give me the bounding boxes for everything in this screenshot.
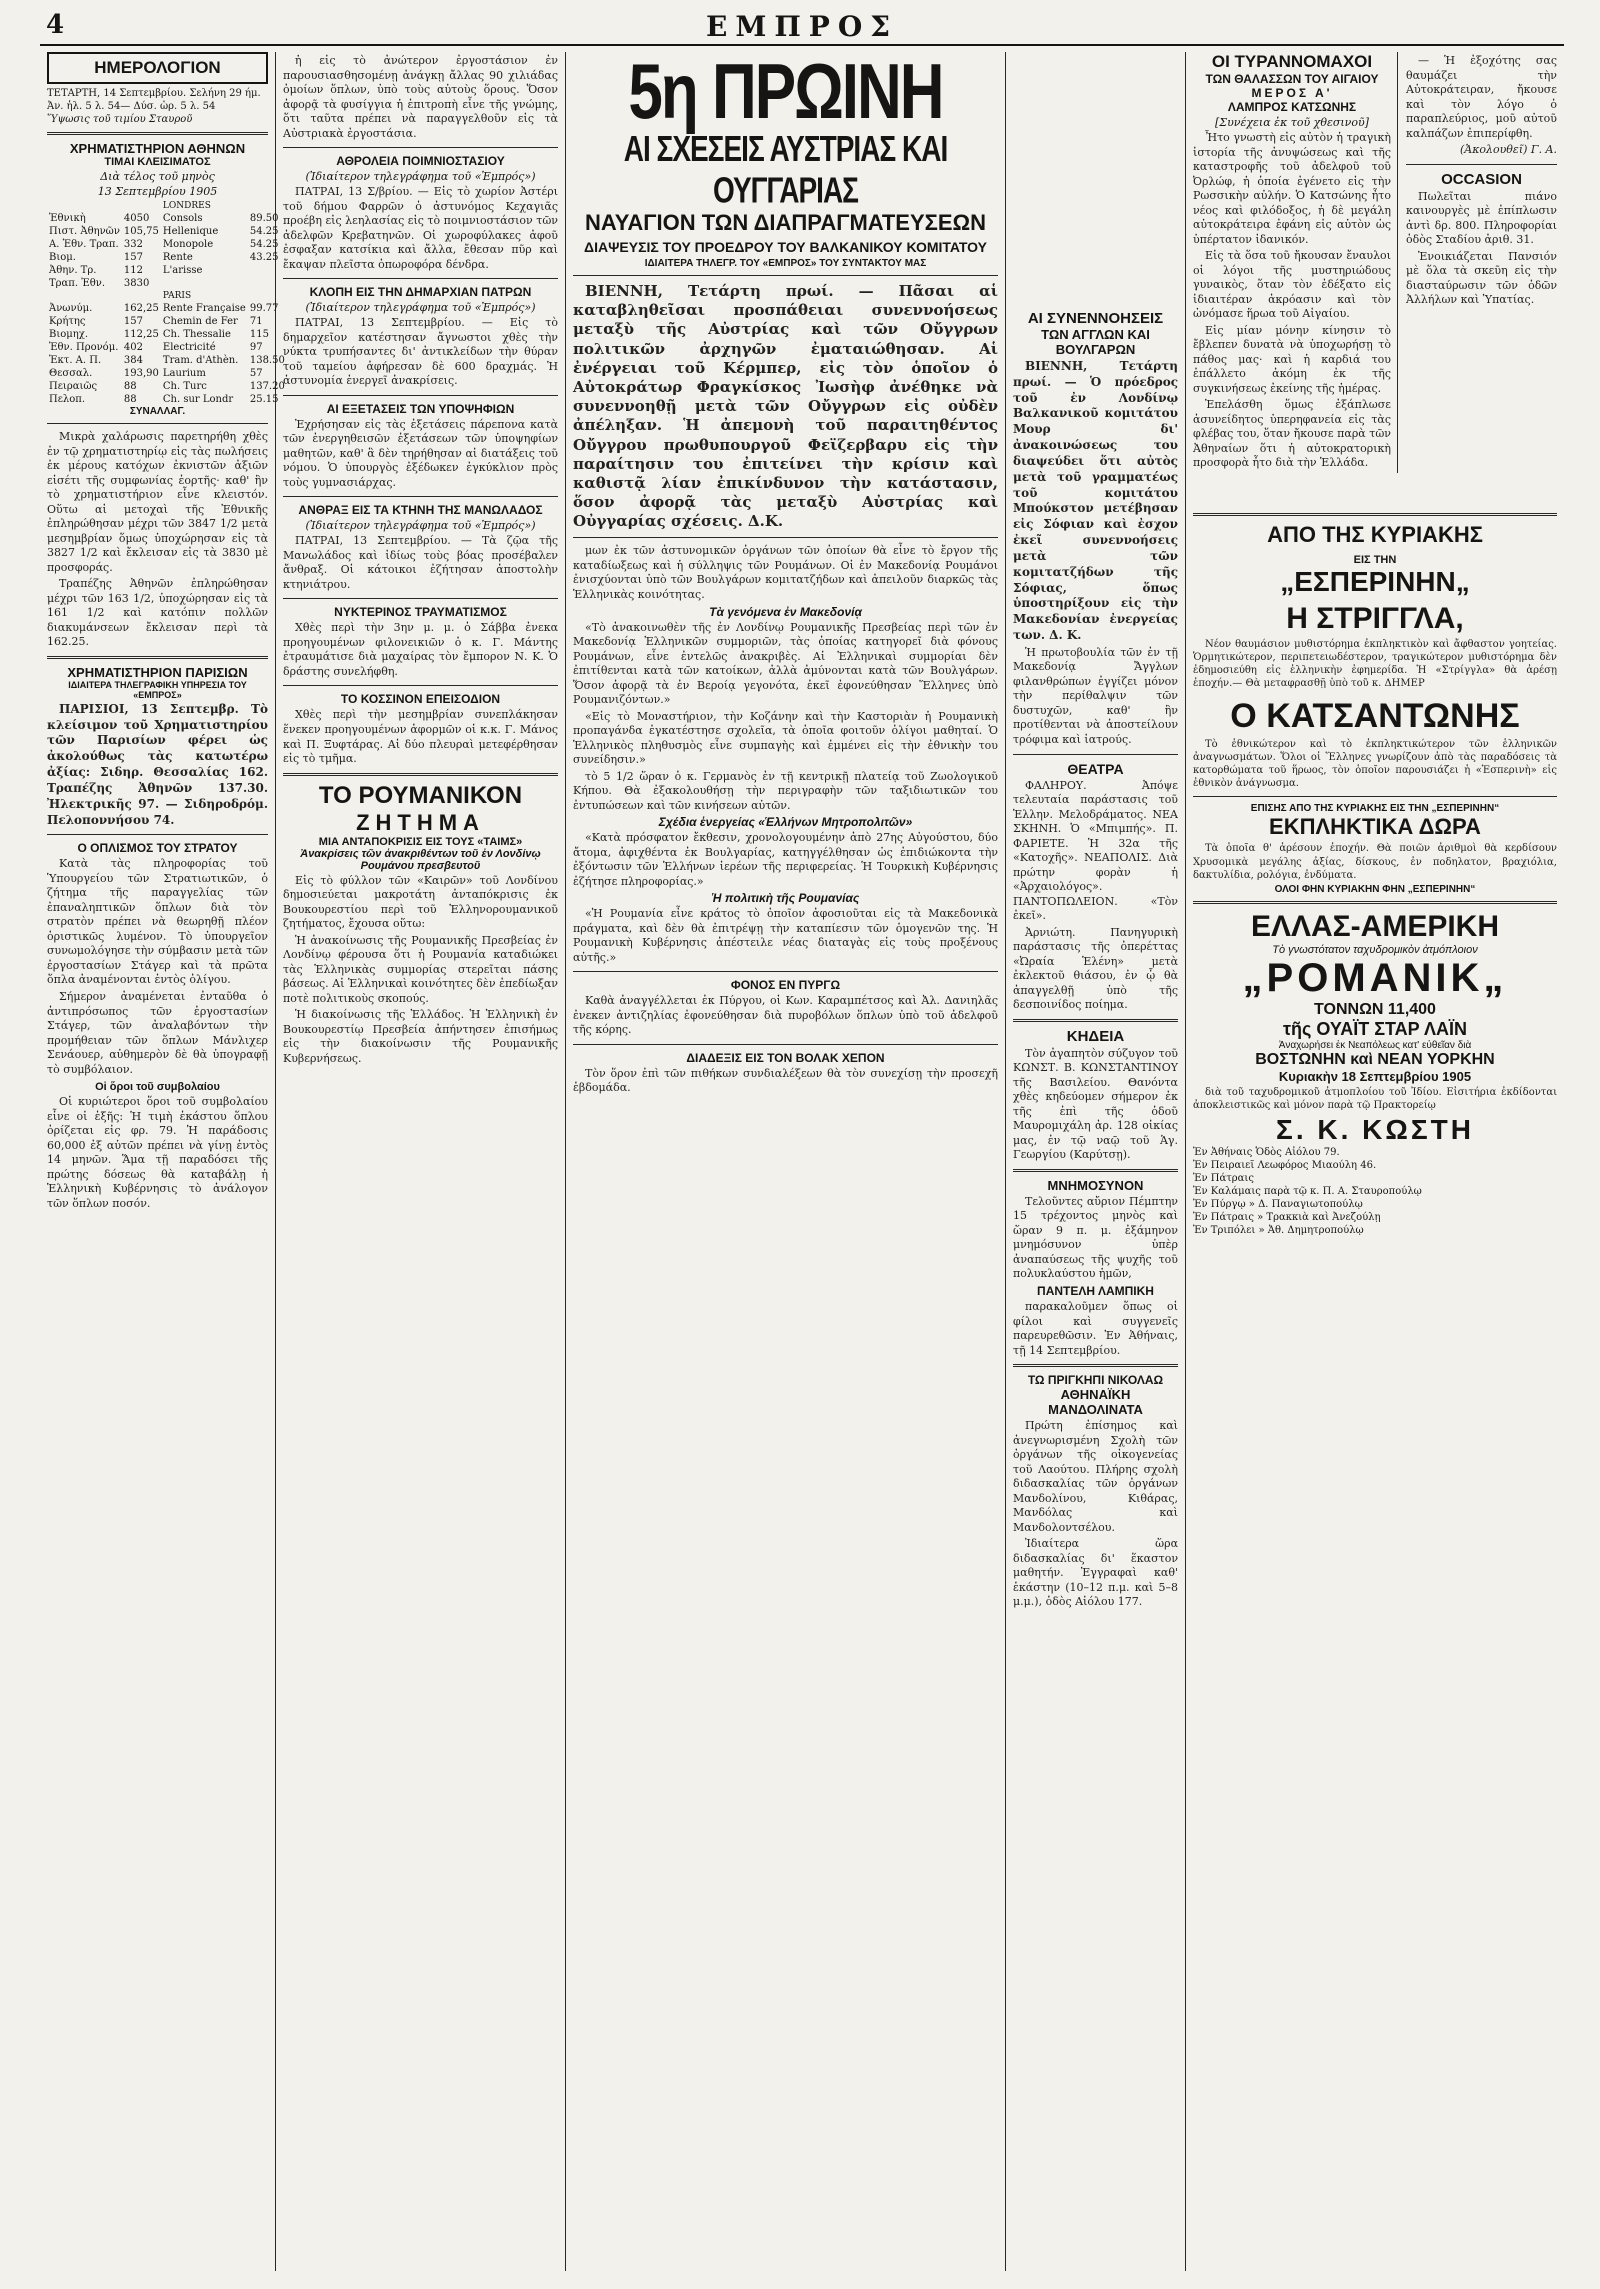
exchange-cell (161, 277, 248, 290)
romanian-title-2: ΖΗΤΗΜΑ (356, 809, 485, 835)
exchange-cell: Hellenique (162, 226, 219, 237)
exchange-title: ΧΡΗΜΑΤΙΣΤΗΡΙΟΝ ΑΘΗΝΩΝ (69, 141, 246, 156)
romanian-body-2: Ἡ ἀνακοίνωσις τῆς Ρουμανικῆς Πρεσβείας ἐν Λονδίνῳ φέρουσα ὅτι ἡ Ρουμανία καταδιώκει τὰς Ἑλληνικὰς συμμορίας στερεῖται πάσης βάσεως. Αἱ Ἑλληνικαὶ κοινότητες δὲν ἐπεδίωξαν ποτὲ πολιτικοὺς σκοπούς. (283, 933, 558, 1005)
exchange-cell: Ἀθην. Τρ. (49, 265, 97, 276)
page-number: 4 (46, 10, 65, 40)
paris-report: ΠΑΡΙΣΙΟΙ, 13 Σεπτεμβρ. Τὸ κλείσιμον τοῦ Χρηματιστηρίου τῶν Παρισίων φέρει ὡς ἀκολούθως τὰς κατωτέρω ἀξίας: Σιδηρ. Θεσσαλίας 162. Τραπέζης Ἀθηνῶν 137.30. Ἠλεκτρικῆς 97. — Σιδηροδρόμ. Πελοποννήσου 74. (47, 701, 268, 827)
lead-article: ΒΙΕΝΝΗ, Τετάρτη πρωί. — Πᾶσαι αἱ καταβληθεῖσαι προσπάθειαι συνεννοήσεως μεταξὺ τῆς Αὐστρίας καὶ τῶν Οὔγγρων πολιτικῶν ἀρχηγῶν ἐματαιώθησαν. Αἱ ἐνέργειαι τοῦ Κέρμπερ, εἰς τὸν ὁποῖον ὁ Αὐτοκράτωρ Φραγκίσκος Ἰωσὴφ ἀνέθηκε νὰ συνεννοηθῇ μετὰ τῶν Οὔγγρων εἰς οὐδὲν ἀπέληξαν. Ἡ ἀπεμονὴ τοῦ παραιτηθέντος Οὔγγρου πρωθυπουργοῦ Φεϊζερβαρυ εἰς τὴν παραίτησιν του ἐπιτείνει τὴν κρίσιν καὶ καθιστᾷ λίαν ἐπικίνδυνον τὴν κατάστασιν, ὅσον ἀφορᾷ τὰς μεταξὺ Αὐστρίας καὶ Οὐγγαρίας σχέσεις. Δ.Κ. (573, 282, 998, 531)
section-title: ΑΙ ΕΞΕΤΑΣΕΙΣ ΤΩΝ ΥΠΟΨΗΦΙΩΝ (326, 401, 515, 416)
main-headline: ΑΙ ΣΧΕΣΕΙΣ ΑΥΣΤΡΙΑΣ ΚΑΙ ΟΥΓΓΑΡΙΑΣ (623, 128, 948, 211)
section-body: Χθὲς περὶ τὴν 3ην μ. μ. ὁ Σάββα ἐνεκα προηγουμένων φιλονεικιῶν ὁ κ. Γ. Μάντης ἐτραυμάτισε διὰ μαχαίρας τὸν ἔμπορον Ν. Κ. Ὁ δράστης συνελήφθη. (283, 621, 558, 678)
column-4 (1006, 52, 1186, 2271)
exchange-row (47, 264, 287, 277)
calendar-lines (47, 87, 268, 126)
romanian-body: Εἰς τὸ φύλλον τῶν «Καιρῶν» τοῦ Λονδίνου δημοσιεύεται μακροτάτη ἀνταπόκρισις ἐκ Βουκουρεστίου περὶ τοῦ Ἑλληνορουμανικοῦ ζητήματος, ἔχουσα οὕτω: (283, 873, 558, 931)
exchange-cell: 89.50 (249, 213, 279, 224)
funeral-body: Τὸν ἀγαπητὸν σύζυγον τοῦ ΚΩΝΣΤ. Β. ΚΩΝΣΤΑΝΤΙΝΟΥ τῆς Βασιλείου. Θανόντα χθὲς κηδεύομεν σήμερον ἐκ τῆς ἐπὶ τῆς ὁδοῦ Μαυρομιχάλη ἀρ. 128 οἰκίας μας, ἐν τῷ ναῷ τοῦ Ἁγ. Γεωργίου (Καρύτσῃ). (1013, 1046, 1178, 1162)
exchange-row (47, 251, 287, 264)
serial-body-4: Ἐπελάσθη ὅμως ἐξάπλωσε ἀσυνείδητος ὑπερηφανεία εἰς τὰς φλέβας του, ὅταν ἤκουσε παρὰ τῶν Ἀθηναίων ὅτι ἡ αὐτοκρατορικὴ προσφορὰ ἦτο διὰ τὴν Ἑλλάδα. (1193, 398, 1391, 470)
synallagma-title: ΣΥΝΑΛΛΑΓ. (129, 406, 186, 417)
exchange-cell: Laurium (162, 368, 206, 379)
exchange-cell: Electricité (162, 342, 216, 353)
sunday-title: ΑΠΟ ΤΗΣ ΚΥΡΙΑΚΗΣ (1267, 521, 1483, 547)
paris-label: PARIS (162, 291, 192, 301)
exchange-report: Μικρὰ χαλάρωσις παρετηρήθη χθὲς ἐν τῷ χρηματιστηρίῳ εἰς τὰς πωλήσεις ἐκ μέρους κατόχων ἐκνιστῶν ἀξιῶν εἰσέτι τῆς συμφωνίας ἐορτῆς· καθ' ἣν τὸ χρηματιστήριον εἶνε κλειστόν. Οὕτω αἱ μετοχαὶ τῆς Ἐθνικῆς ἐπληρώθησαν μέχρι τῶν 3847 1/2 μετὰ μεσημβρίαν ὅμως ὑποχώρησαν εἰς τὰ 3827 1/2 καὶ ἔκλεισαν εἰς τὰ 3830 μὲ προσφοράς. (47, 430, 268, 574)
serial-body-3: Εἰς μίαν μόνην κίνησιν τὸ ἔβλεπεν δυνατὰ νὰ ὑποχωρήσῃ τὸ πάθος μας· καὶ ἡ καρδιά του ἐπάλλετο ἀκόμη ἐκ τῆς συγκινήσεως ἐκείνης τῆς ἡμέρας. (1193, 323, 1391, 395)
section-source: (Ἰδιαίτερον τηλεγράφημα τοῦ «Ἐμπρός») (305, 170, 536, 184)
memorial-name: ΠΑΝΤΕΛΗ ΛΑΜΠΙΚΗ (1037, 1283, 1154, 1298)
exchange-table (47, 200, 287, 406)
exchange-cell: Βιομ. (49, 252, 76, 263)
exchange-row (47, 302, 287, 315)
exchange-cell: 112 (123, 265, 143, 276)
murder-title: ΦΟΝΟΣ ΕΝ ΠΥΡΓΩ (730, 978, 841, 993)
exchange-cell: 157 (123, 316, 143, 327)
exchange-cell: Monopole (162, 239, 214, 250)
continued-text: ἡ εἰς τὸ ἀνώτερον ἐργοστάσιον ἐν παρουσιασθησομένῃ ἀνάγκῃ ἄλλας 90 χιλιάδας ὁμοίων ὅπλων, ὑπὸ τοὺς αὐτοὺς ὅρους. Ὅσον ἀφορᾷ τὰ φυσίγγια ἡ ἐπιτροπὴ εἶνε τῆς γνώμης, ὅτι ταῦτα πρέπει νὰ παραγγελθοῦν εἰς τὰ Αὐστριακὰ ἐργοστάσια. (283, 54, 558, 140)
ship-date: Κυριακὴν 18 Σεπτεμβρίου 1905 (1278, 1068, 1472, 1084)
exchange-row (47, 393, 287, 406)
exchange-cell: Tram. d'Athèn. (162, 355, 239, 366)
plans-body: «Κατὰ πρόσφατον ἔκθεσιν, χρονολογουμένην ἀπὸ 27ης Αὐγούστου, δύο ἄτομα, ἀφιχθέντα ἐκ Βουλγαρίας, κατηγγέλθησαν ὡς ἐπιδιώκοντα τὴν ἐξόντωσιν τῶν Ἑλλήνων ἱερέων τῆς περιφερείας. Ἡ Τουρκικὴ Κυβέρνησις ἐζήτησε πληροφορίας.» (573, 831, 998, 888)
agent-line: Ἐν Καλάμαις παρὰ τῷ κ. Π. Α. Σταυροπούλῳ (1193, 1186, 1422, 1198)
section-title: ΑΙ ΣΥΝΕΝΝΟΗΣΕΙΣ (1027, 310, 1164, 327)
music-title-2: ΑΘΗΝΑΪΚΗ ΜΑΝΔΟΛΙΝΑΤΑ (1048, 1387, 1143, 1418)
calendar-line: Ἀν. ἡλ. 5 λ. 54— Δύσ. ὡρ. 5 λ. 54 (47, 101, 216, 112)
ship-body: Ἀναχωρήσει ἐκ Νεαπόλεως κατ' εὐθεῖαν διὰ (1278, 1039, 1472, 1051)
ship-line: τῆς ΟΥΑΪΤ ΣΤΑΡ ΛΑΪΝ (1282, 1018, 1468, 1039)
exchange-row (47, 225, 287, 238)
exchange-row (47, 238, 287, 251)
exchange-cell: Ἐθν. Προνόμ. (49, 342, 119, 353)
exchange-cell: Τραπ. Ἐθν. (49, 278, 106, 289)
column-1 (40, 52, 285, 2271)
exchange-cell: 54.25 (249, 239, 279, 250)
column-5 (1186, 52, 1564, 2271)
article-body-right: τὸ 5 1/2 ὥραν ὁ κ. Γερμανὸς ἐν τῇ κεντρικῇ πλατείᾳ τοῦ Ζωολογικοῦ Κήπου. Θὰ ἐξακολουθήσῃ τὴν περιγραφὴν τῶν ταξιδιωτικῶν του ἐντυπώσεων καὶ τῶν κινήσεων αὐτῶν. (573, 769, 998, 812)
exchange-cell: 54.25 (249, 226, 279, 237)
serial-signature: (Ἀκολουθεῖ) Γ. Α. (1459, 143, 1557, 157)
exchange-row (47, 341, 287, 354)
exchange-row (47, 367, 287, 380)
section-body-2: Ἡ πρωτοβουλία τῶν ἐν τῇ Μακεδονίᾳ Ἄγγλων φιλανθρώπων ἐγγίζει μόνον τὴν περίθαλψιν τῶν δυστυχῶν, καθ' ἣν προτίθενται νὰ ἀποστείλουν τρόφιμα καὶ ἰατρούς. (1013, 645, 1178, 746)
headline-2: ΝΑΥΑΓΙΟΝ ΤΩΝ ΔΙΑΠΡΑΓΜΑΤΕΥΣΕΩΝ (584, 210, 987, 235)
exchange-cell: 99.77 (249, 303, 279, 314)
exchange-cell: 3830 (123, 278, 150, 289)
exchange-cell: Βιομηχ. (49, 329, 89, 340)
music-body: Πρώτη ἐπίσημος καὶ ἀνεγνωρισμένη Σχολὴ τῶν ὀργάνων τῆς οἰκογενείας τοῦ Λαούτου. Πλήρης σχολὴ διδασκαλίας τῶν ὀργάνων Μανδολίνου, Κιθάρας, Μανδόλας καὶ Μανδολοντσέλου. (1013, 1419, 1178, 1534)
section-title: ΝΥΚΤΕΡΙΝΟΣ ΤΡΑΥΜΑΤΙΣΜΟΣ (334, 605, 507, 620)
section-title: ΤΟ ΚΟΣΣΙΝΟΝ ΕΠΕΙΣΟΔΙΟΝ (340, 692, 501, 707)
gifts-body: Τὰ ὁποῖα θ' ἀρέσουν ἐποχήν. Θὰ ποιῶν ἀριθμοὶ θὰ κερδίσουν Χρυσομικὰ μεγάλης ἀξίας, δίσκους, ἐν ποδηλατον, βραχιόλια, δακτυλίδια, ρολόγια, ἐνδύματα. (1193, 843, 1557, 881)
exchange-cell: 88 (123, 381, 137, 392)
exchange-cell: L'arisse (162, 265, 203, 276)
calendar-title: ΗΜΕΡΟΛΟΓΙΟΝ (94, 58, 221, 77)
lecture-body: Τὸν ὅρον ἐπὶ τῶν πιθήκων συνδιαλέξεων θὰ τὸν συνεχίσῃ τὴν προσεχῆ ἑβδομάδα. (573, 1066, 998, 1095)
music-body-2: Ἰδιαίτερα ὥρα διδασκαλίας δι' ἕκαστον μαθητήν. Ἐγγραφαὶ καθ' ἑκάστην (10–12 π.μ. καὶ 5–8 μ.μ.), ὁδὸς Αἰόλου 177. (1013, 1537, 1178, 1609)
exchange-cell: 115 (249, 329, 269, 340)
exchange-cell: 384 (123, 355, 143, 366)
exchange-row (47, 277, 287, 290)
exchange-cell: Κρήτης (49, 316, 86, 327)
policy-body: «Ἡ Ρουμανία εἶνε κράτος τὸ ὁποῖον ἀφοσιοῦται εἰς τὰ Μακεδονικὰ πράγματα, καὶ δὲν θὰ ἐπιτρέψῃ τὴν καταπίεσιν τῶν ὁμογενῶν της. Ἡ Ρουμανικὴ Κυβέρνησις ἀπέστειλε νέας διαταγὰς εἰς τοὺς προξένους αὐτῆς.» (573, 907, 998, 964)
exchange-cell: 97 (249, 342, 263, 353)
exchange-cell: Πιστ. Ἀθηνῶν (49, 226, 120, 237)
music-title: ΤΩ ΠΡΙΓΚΗΠΙ ΝΙΚΟΛΑΩ (1027, 1373, 1164, 1388)
masthead (40, 8, 1564, 46)
memorial-title: ΜΝΗΜΟΣΥΝΟΝ (1047, 1177, 1144, 1193)
agent-line: Ἐν Ἀθήναις Ὁδὸς Αἰόλου 79. (1193, 1147, 1340, 1159)
memorial-body-2: παρακαλοῦμεν ὅπως οἱ φίλοι καὶ συγγενεῖς παρευρεθῶσιν. Ἐν Ἀθήναις, τῇ 14 Σεπτεμβρίου. (1013, 1299, 1178, 1357)
exchange-cell: Πειραιῶς (49, 381, 98, 392)
gifts-footer: ΟΛΟΙ ΦΗΝ ΚΥΡΙΑΚΗΝ ΦΗΝ „ΕΣΠΕΡΙΝΗΝ“ (1274, 883, 1476, 895)
exchange-cell: 105,75 (123, 226, 159, 237)
contract-report: Οἱ κυριώτεροι ὅροι τοῦ συμβολαίου εἶνε οἱ ἑξῆς: Ἡ τιμὴ ἑκάστου ὅπλου ὁρίζεται εἰς φρ. 79. Ἡ παράδοσις 60,000 ἐξ αὐτῶν πρέπει νὰ γίνῃ ἐντὸς 14 μηνῶν. Ἅμα τῇ παραδόσει τῆς πρώτης δόσεως θὰ καταβάλῃ ἡ Ἑλληνικὴ Κυβέρνησις τὸ ἀνάλογον τῶν ὅπλων ποσόν. (47, 1095, 268, 1210)
gifts-title: ΕΠΙΣΗΣ ΑΠΟ ΤΗΣ ΚΥΡΙΑΚΗΣ ΕΙΣ ΤΗΝ „ΕΣΠΕΡΙΝΗΝ“ (1250, 803, 1500, 815)
paris-subtitle: ΙΔΙΑΙΤΕΡΑ ΤΗΛΕΓΡΑΦΙΚΗ ΥΠΗΡΕΣΙΑ ΤΟΥ «ΕΜΠΡΟΣ» (68, 679, 247, 700)
novel-title: Η ΣΤΡΙΓΓΛΑ, (1286, 601, 1464, 635)
ship-agent: Σ. Κ. ΚΩΣΤΗ (1276, 1114, 1474, 1146)
exchange-cell: 332 (123, 239, 143, 250)
serial-body-2: Εἰς τὰ ὅσα τοῦ ἤκουσαν ἔναυλοι οἱ λόγοι τῆς μυστηριώδους γυναικὸς, ὅταν τὸν ἐδέξατο εἰς ἰδιαιτέραν ἀκρόασιν καὶ τὸν ὠνόμασε ἥρωα τοῦ Αἰγαίου. (1193, 249, 1391, 321)
exchange-row (47, 354, 287, 367)
section-title-2: ΤΩΝ ΑΓΓΛΩΝ ΚΑΙ ΒΟΥΛΓΑΡΩΝ (1041, 327, 1150, 357)
policy-title: Ἡ πολιτικὴ τῆς Ρουμανίας (711, 891, 860, 906)
section-body: ΠΑΤΡΑΙ, 13 Σεπτεμβρίου. — Τὰ ζῷα τῆς Μανωλάδος καὶ ἰδίως τοὺς βόας προσέβαλεν ἄνθραξ. Οἱ κάτοικοι ἐζήτησαν ἀποστολὴν κτηνιάτρου. (283, 534, 558, 591)
agent-line: Ἐν Πύργῳ » Δ. Παναγιωτοπούλῳ (1193, 1199, 1363, 1211)
plans-title: Σχέδια ἐνεργείας «Ἑλλήνων Μητροπολιτῶν» (658, 815, 913, 830)
serial-continued: [Συνέχεια ἐκ τοῦ χθεσινοῦ] (1215, 116, 1369, 129)
contract-title: Οἱ ὅροι τοῦ συμβολαίου (95, 1081, 220, 1094)
exchange-cell: Α. Ἐθν. Τραπ. (49, 239, 119, 250)
macedonia-title: Τὰ γενόμενα ἐν Μακεδονίᾳ (709, 604, 862, 619)
gifts-title-2: ΕΚΠΛΗΚΤΙΚΑ ΔΩΡΑ (1269, 814, 1481, 840)
katsantonis-title: Ο ΚΑΤΣΑΝΤΩΝΗΣ (1230, 696, 1520, 735)
calendar-line: ΤΕΤΑΡΤΗ, 14 Σεπτεμβρίου. Σελήνη 29 ήμ. (47, 88, 261, 99)
serial-title-2: ΤΩΝ ΘΑΛΑΣΣΩΝ ΤΟΥ ΑΙΓΑΙΟΥ (1205, 72, 1379, 86)
exchange-row (47, 328, 287, 341)
section-body: ΠΑΤΡΑΙ, 13 Σεπτεμβρίου. — Εἰς τὸ δημαρχεῖον κατέστησαν ἄγνωστοι χθὲς τὴν νύκτα τρυπήσαντες δι' ἀντικλείδων τὴν θύραν τοῦ ταμείου ἀφήρεσαν δὲ 600 δραχμάς. Ἡ ἀστυνομία ἐνεργεῖ ἀνακρίσεις. (283, 316, 558, 388)
exchange-cell: 138.50 (249, 355, 285, 366)
exchange-date: 13 Σεπτεμβρίου 1905 (97, 185, 218, 198)
macedonia-body-2: «Εἰς τὸ Μοναστήριον, τὴν Κοζάνην καὶ τὴν Καστοριὰν ἡ Ρουμανικὴ προπαγάνδα ἐγκατέστησε σχολεῖα, τὰ ὁποῖα φοιτοῦν ὀλίγοι μαθηταί. Ὁ Ἑλληνικὸς πληθυσμὸς εἶνε συμπαγὴς καὶ ἐμμένει εἰς τὴν ἐθνικὴν του συνείδησιν.» (573, 709, 998, 767)
ship-agents (1193, 1146, 1557, 1237)
katsantonis-body: Τὸ ἐθνικώτερον καὶ τὸ ἐκπληκτικώτερον τῶν ἑλληνικῶν ἀναγνωσμάτων. Ὅλοι οἱ Ἕλληνες γνωρίζουν ἀπὸ τὰς παραδόσεις τὰ κατορθώματα τοῦ ἥρωος, τὸν ὁποῖον παρουσιάζει ἡ «Ἑσπερινὴ» εἰς ἐθνικὸν ἀνάγνωσμα. (1193, 738, 1557, 790)
headline-3: ΔΙΑΨΕΥΣΙΣ ΤΟΥ ΠΡΟΕΔΡΟΥ ΤΟΥ ΒΑΛΚΑΝΙΚΟΥ ΚΟΜΙΤΑΤΟΥ (584, 239, 987, 255)
calendar-line: Ὕψωσις τοῦ τιμίου Σταυροῦ (47, 114, 193, 125)
lecture-title: ΔΙΑΔΕΞΙΣ ΕΙΣ ΤΟΝ ΒΟΛΑΚ ΧΕΠΟΝ (686, 1050, 885, 1065)
exchange-cell: Consols (162, 213, 203, 224)
exchange-cell: 88 (123, 394, 137, 405)
ship-title: ΕΛΛΑΣ-ΑΜΕΡΙΚΗ (1250, 909, 1500, 943)
exchange-cell: 193,90 (123, 368, 159, 379)
army-report: Κατὰ τὰς πληροφορίας τοῦ Ὑπουργείου τῶν Στρατιωτικῶν, ὁ ζήτημα τῆς παραγγελίας τῶν ἐπαναληπτικῶν ὅπλων διὰ τὸν στρατὸν πρέπει νὰ θεωρηθῇ πλέον ὁριστικῶς λυμένον. Τὸ ὑπουργεῖον συνωμολόγησε τὴν σύμβασιν μετὰ τῶν ἐργοστασίων Στάγερ καὶ τὰ πρῶτα ὅπλα ἀναμένονται ἐντὸς ὀλίγου. (47, 857, 268, 987)
agent-line: Ἐν Πάτραις (1193, 1173, 1254, 1185)
occasion-title: OCCASION (1441, 170, 1522, 188)
serial-body: Ἦτο γνωστὴ εἰς αὐτὸν ἡ τραγικὴ ἱστορία τῆς ἀνυψώσεως καὶ τῆς καταστροφῆς τοῦ ἀδελφοῦ τοῦ Ὀρλώφ, ἡ ὁποία ἐγένετο εἰς τὴν Ρωσσικὴν αὐλήν. Ὁ Κατσώνης ἦτο νέος καὶ φιλόδοξος, ἡ δὲ μεγάλη αὐτοκράτειρα ἐφάνη εἰς αὐτὸν ὡς ὑπέρτατον ἰδανικόν. (1193, 131, 1391, 246)
theatres-title: ΘΕΑΤΡΑ (1067, 760, 1124, 777)
serial-title: ΟΙ ΤΥΡΑΝΝΟΜΑΧΟΙ (1211, 52, 1373, 71)
army-title: Ο ΟΠΛΙΣΜΟΣ ΤΟΥ ΣΤΡΑΤΟΥ (77, 841, 238, 856)
theatres-body-2: Ἀρνιώτη. Πανηγυρικὴ παράστασις τῆς ὀπερέττας «Ὠραία Ἑλένη» μετὰ ἐκλεκτοῦ θιάσου, ἐν ᾧ θὰ ἀπαγγελθῇ ὑπὸ τῆς δεσποινίδος ποίημα. (1013, 925, 1178, 1012)
section-source: (Ἰδιαίτερον τηλεγράφημα τοῦ «Ἐμπρός») (305, 519, 536, 533)
murder-body: Καθὰ ἀναγγέλλεται ἐκ Πύργου, οἱ Κων. Καραμπέτσος καὶ Ἀλ. Δανιηλᾶς ἐνεκεν ἀντιζηλίας ἐφονεύθησαν διὰ πυροβόλων ὅπλων ὑπὸ τοῦ ἀδελφοῦ τῆς κόρης. (573, 994, 998, 1037)
agent-line: Ἐν Πειραιεῖ Λεωφόρος Μιαούλη 46. (1193, 1160, 1377, 1172)
sunday-sub: ΕΙΣ ΤΗΝ (1353, 553, 1397, 566)
section-body: ΒΙΕΝΝΗ, Τετάρτη πρωί. — Ὁ πρόεδρος τοῦ ἐν Λονδίνῳ Βαλκανικοῦ κομιτάτου Μουρ δι' ἀνακοινώσεως του διαψεύδει ὅτι αὐτὸς μετὰ τοῦ γραμματέως τοῦ κομιτάτου Μπούκστον μετέβησαν εἰς Σόφιαν καὶ ἐσχον ἐκεῖ συνεννοήσεις μετὰ τῶν κομιτατζήδων τῆς Σόφιας, ὅπως ὑποστηρίξουν εἰς τὴν Μακεδονίαν ἐνεργείας των. Δ. Κ. (1013, 359, 1178, 643)
romanian-body-3: Ἡ διακοίνωσις τῆς Ἑλλάδος. Ἡ Ἑλληνικὴ ἐν Βουκουρεστίῳ Πρεσβεία ἀπήντησεν ἐπισήμως εἰς τὴν διακοίνωσιν τῆς Ρουμανικῆς Κυβερνήσεως. (283, 1008, 558, 1065)
column-3 (566, 49, 1006, 2271)
section-body: Ἐχρήσησαν εἰς τὰς ἐξετάσεις πάρεπονα κατὰ τῶν ἐνεργηθεισῶν ἐξετάσεων τῶν ὑποψηφίων μαθητῶν, καθ' ἃ δὲν τηρήθησαν αἱ διατάξεις τοῦ νόμου. Ὁ ὑπουργὸς ἐξέδωκεν ἐγκύκλιον πρὸς τοὺς γυμνασιάρχας. (283, 417, 558, 489)
exchange-cell: Ch. Thessalie (162, 329, 231, 340)
novel-body: Νέον θαυμάσιον μυθιστόρημα ἐκπληκτικὸν καὶ ἄφθαστον γοητείας. Ὁρμητικώτερον, περιπετειωδέστερον, τραγικώτερον μυθιστόρημα δὲν ἐδημοσιεύθη εἰς ἑλληνικὴν ἐφημερίδα. Ἡ «Στρίγγλα» θὰ ἀρέσῃ ἐποχήν.— Θὰ μεταφρασθῇ ὑπὸ τοῦ κ. ΔΗΜΕΡ (1193, 638, 1557, 690)
exchange-cell: 402 (123, 342, 143, 353)
exchange-cell: Ch. sur Londr (162, 394, 234, 405)
ship-name: „ΡΟΜΑΝΙΚ„ (1242, 955, 1508, 1000)
theatres-body: ΦΑΛΗΡΟΥ. Ἀπόψε τελευταία παράστασις τοῦ Ἑλλην. Μελοδράματος. ΝΕΑ ΣΚΗΝΗ. Ὁ «Μπιμπής». Π. ΦΑΡΙΕΤΕ. Ἡ 32α τῆς «Κατοχῆς». ΝΕΑΠΟΛΙΣ. Διὰ πρώτην φορὰν ἡ «Ἀρχαιολόγος». ΠΑΝΤΟΠΩΛΕΙΟΝ. «Τὸν ἐκεῖ». (1013, 778, 1178, 923)
occasion-body: Πωλεῖται πιάνο καινουργὲς μὲ ἐπίπλωσιν ἀντὶ δρ. 800. Πληροφορίαι ὁδὸς Σταδίου ἀριθ. 31. (1406, 189, 1557, 247)
sunday-paper: „ΕΣΠΕΡΙΝΗΝ„ (1280, 565, 1470, 597)
newspaper-title: ΕΜΠΡΟΣ (705, 9, 899, 43)
exchange-row (47, 380, 287, 393)
exchange-row (47, 212, 287, 225)
calendar-box (47, 52, 268, 84)
section-title: ΑΝΘΡΑΞ ΕΙΣ ΤΑ ΚΤΗΝΗ ΤΗΣ ΜΑΝΩΛΑΔΟΣ (298, 503, 543, 518)
exchange-cell: Ἀνωνύμ. (49, 303, 93, 314)
exchange-report-2: Τραπέζης Ἀθηνῶν ἐπληρώθησαν μέχρι τῶν 163 1/2, ὑποχώρησαν εἰς τὰ 161 1/2 καὶ κατόπιν πολλῶν διακυμάνσεων ἔκλεισαν περὶ τὰ 162.25. (47, 577, 268, 649)
exchange-cell: 137.20 (249, 381, 285, 392)
occasion-body-2: Ἐνοικιάζεται Πανσιόν μὲ ὅλα τὰ σκεῦη εἰς τὴν διασταύρωσιν τῶν ὁδῶν Ἀλλήλων καὶ Ὑπατίας. (1406, 249, 1557, 307)
exchange-cell: Θεσσαλ. (49, 368, 93, 379)
exchange-cell: 112,25 (123, 329, 159, 340)
ship-tons: ΤΟΝΝΩΝ 11,400 (1314, 1000, 1436, 1018)
macedonia-body: «Τὸ ἀνακοινωθὲν τῆς ἐν Λονδίνῳ Ρουμανικῆς Πρεσβείας περὶ τῶν ἐν Μακεδονίᾳ Ἑλληνικῶν συμμοριῶν, τὰς ὁποίας κατηγορεῖ διὰ φόνους Ρουμάνων, εἶνε ἐντελῶς ἀνακριβὲς. Αἱ Ἑλληνικαὶ συμμορίαι δὲν ἐπιτίθενται κατὰ τῶν κατοίκων, ἀλλὰ ἀμύνονται κατὰ τῶν Βουλγάρων. Ὅσον ἀφορᾷ τὰ ἐν Βεροίᾳ γεγονότα, ἐκεῖ ἐφονεύθησαν Ἕλληνες ὑπὸ Ρουμανιζόντων.» (573, 620, 998, 707)
edition-title: 5η ΠΡΩΙΝΗ (628, 49, 943, 136)
exchange-cell: 4050 (123, 213, 150, 224)
exchange-cell: Rente Française (162, 303, 246, 314)
exchange-cell: 71 (249, 316, 263, 327)
headline-4: ΙΔΙΑΙΤΕΡΑ ΤΗΛΕΓΡ. ΤΟΥ «ΕΜΠΡΟΣ» ΤΟΥ ΣΥΝΤΑΚΤΟΥ ΜΑΣ (644, 258, 927, 269)
army-report-2: Σήμερον ἀναμένεται ἐνταῦθα ὁ ἀντιπρόσωπος τῶν ἐργοστασίων Στάγερ, τῶν ἀναλαβόντων τὴν προμήθειαν τῶν ὅπλων Μάνλιχερ Σενάουερ, αὐθημερὸν δὲ θὰ ὑπογραφῇ τὸ συμβόλαιον. (47, 990, 268, 1076)
exchange-cell: 25.15 (249, 394, 279, 405)
serial-right-text: — Ἡ ἐξοχότης σας θαυμάζει τὴν Αὐτοκράτειραν, ἤκουσε καὶ τὸν λόγο ὁ παραπλεύριος, μοῦ αὐτοῦ καλπάζων ἐπιπερίφθη. (1406, 54, 1557, 140)
section-title: ΑΘΡΟΛΕΙΑ ΠΟΙΜΝΙΟΣΤΑΣΙΟΥ (336, 154, 505, 169)
section-body: ΠΑΤΡΑΙ, 13 Σ/βρίου. — Εἰς τὸ χωρίον Ἀστέρι τοῦ δήμου Φαρρῶν ὁ ἀστυνόμος Κεχαγιᾶς προέβη εἰς λεηλασίας εἰς τὸ ποιμνιοστάσιον τῶν ἀδελφῶν Κρεβατηνῶν. Οἱ χωροφύλακες ἀφοῦ ἐσφαξαν κατσίκια καὶ ἄλλα, ἔθεσαν πῦρ καὶ ἔκαψαν πλεῖστα ὁπωροφόρα δένδρα. (283, 185, 558, 271)
romanian-subtitle: ΜΙΑ ΑΝΤΑΠΟΚΡΙΣΙΣ ΕΙΣ ΤΟΥΣ «ΤΑΙΜΣ» (318, 835, 523, 848)
paris-row (47, 290, 287, 302)
column-2 (276, 52, 566, 2271)
exchange-cell: 162,25 (123, 303, 159, 314)
exchange-cell: 43.25 (249, 252, 279, 263)
exchange-cell: Ἐθνικὴ (49, 213, 86, 224)
london-label: LONDRES (162, 201, 211, 211)
ship-sub: Τὸ γνωστότατον ταχυδρομικὸν ἀτμόπλοιον (1272, 943, 1478, 956)
agent-line: Ἐν Τριπόλει » Ἀθ. Δημητροπούλῳ (1193, 1225, 1364, 1237)
romanian-title: ΤΟ ΡΟΥΜΑΝΙΚΟΝ (318, 781, 523, 809)
exchange-cell: Chemin de Fer (162, 316, 238, 327)
ship-body-2: διὰ τοῦ ταχυδρομικοῦ ἀτμοπλοίου τοῦ Ἰδίου. Εἰσιτήρια ἐκδίδονται ἀποκλειστικῶς καὶ μόνον παρὰ τῷ Πρακτορείῳ (1193, 1086, 1557, 1112)
exchange-cell: Ἐκτ. Α. Π. (49, 355, 102, 366)
exchange-cell: Πελοπ. (49, 394, 86, 405)
article-body: μων ἐκ τῶν ἀστυνομικῶν ὀργάνων τῶν ὁποίων θὰ εἶνε τὸ ἔργον τῆς καταδίωξεως καὶ ἡ σύλληψις τῶν Ρουμάνων. Οἱ ἐν Μακεδονίᾳ Ρουμάνοι ἐνισχύονται ὑπὸ τῶν Βουλγάρων κομιτατζήδων καὶ ἀπειλοῦν διαρκῶς τὰς Ἑλληνικὰς κοινότητας. (573, 544, 998, 601)
agent-line: Ἐν Πάτραις » Τρακκιὰ καὶ Ἀνεζούλῃ (1193, 1212, 1381, 1224)
section-title: ΚΛΟΠΗ ΕΙΣ ΤΗΝ ΔΗΜΑΡΧΙΑΝ ΠΑΤΡΩΝ (309, 285, 532, 300)
romanian-subtitle-2: Ἀνακρίσεις τῶν ἀνακριθέντων τοῦ ἐν Λονδίνῳ Ρουμάνου πρεσβευτοῦ (300, 847, 541, 872)
columns (40, 49, 1564, 2271)
serial-name: ΛΑΜΠΡΟΣ ΚΑΤΣΩΝΗΣ (1227, 100, 1357, 114)
exchange-cell: Rente (162, 252, 193, 263)
section-body: Χθὲς περὶ τὴν μεσημβρίαν συνεπλάκησαν ἕνεκεν προηγουμένων ἀφορμῶν οἱ κ.κ. Γ. Μάνος καὶ Π. Ξυφτάρας. Αἱ δύο πλευραὶ μετεφέρθησαν εἰς τὸ τμῆμα. (283, 708, 558, 766)
section-source: (Ἰδιαίτερον τηλεγράφημα τοῦ «Ἐμπρός») (305, 301, 536, 315)
exchange-cell: 57 (249, 368, 263, 379)
exchange-cell: 157 (123, 252, 143, 263)
serial-part: ΜΕΡΟΣ Α' (1251, 86, 1333, 100)
exchange-row (47, 315, 287, 328)
funeral-title: ΚΗΔΕΙΑ (1066, 1027, 1125, 1045)
exchange-cell: Ch. Turc (162, 381, 207, 392)
memorial-body: Τελοῦντες αὔριον Πέμπτην 15 τρέχοντος μηνὸς καὶ ὥραν 9 π. μ. ἐξάμηνον μνημόσυνον ὑπὲρ ἀναπαύσεως τῆς ψυχῆς τοῦ πολυκλαύστου ἡμῶν, (1013, 1194, 1178, 1281)
ship-destination: ΒΟΣΤΩΝΗΝ καὶ ΝΕΑΝ ΥΟΡΚΗΝ (1255, 1050, 1495, 1068)
paris-title: ΧΡΗΜΑΤΙΣΤΗΡΙΟΝ ΠΑΡΙΣΙΩΝ (67, 664, 248, 680)
exchange-subtitle: ΤΙΜΑΙ ΚΛΕΙΣΙΜΑΤΟΣ (104, 156, 211, 168)
exchange-period: Διὰ τέλος τοῦ μηνὸς (100, 170, 215, 183)
